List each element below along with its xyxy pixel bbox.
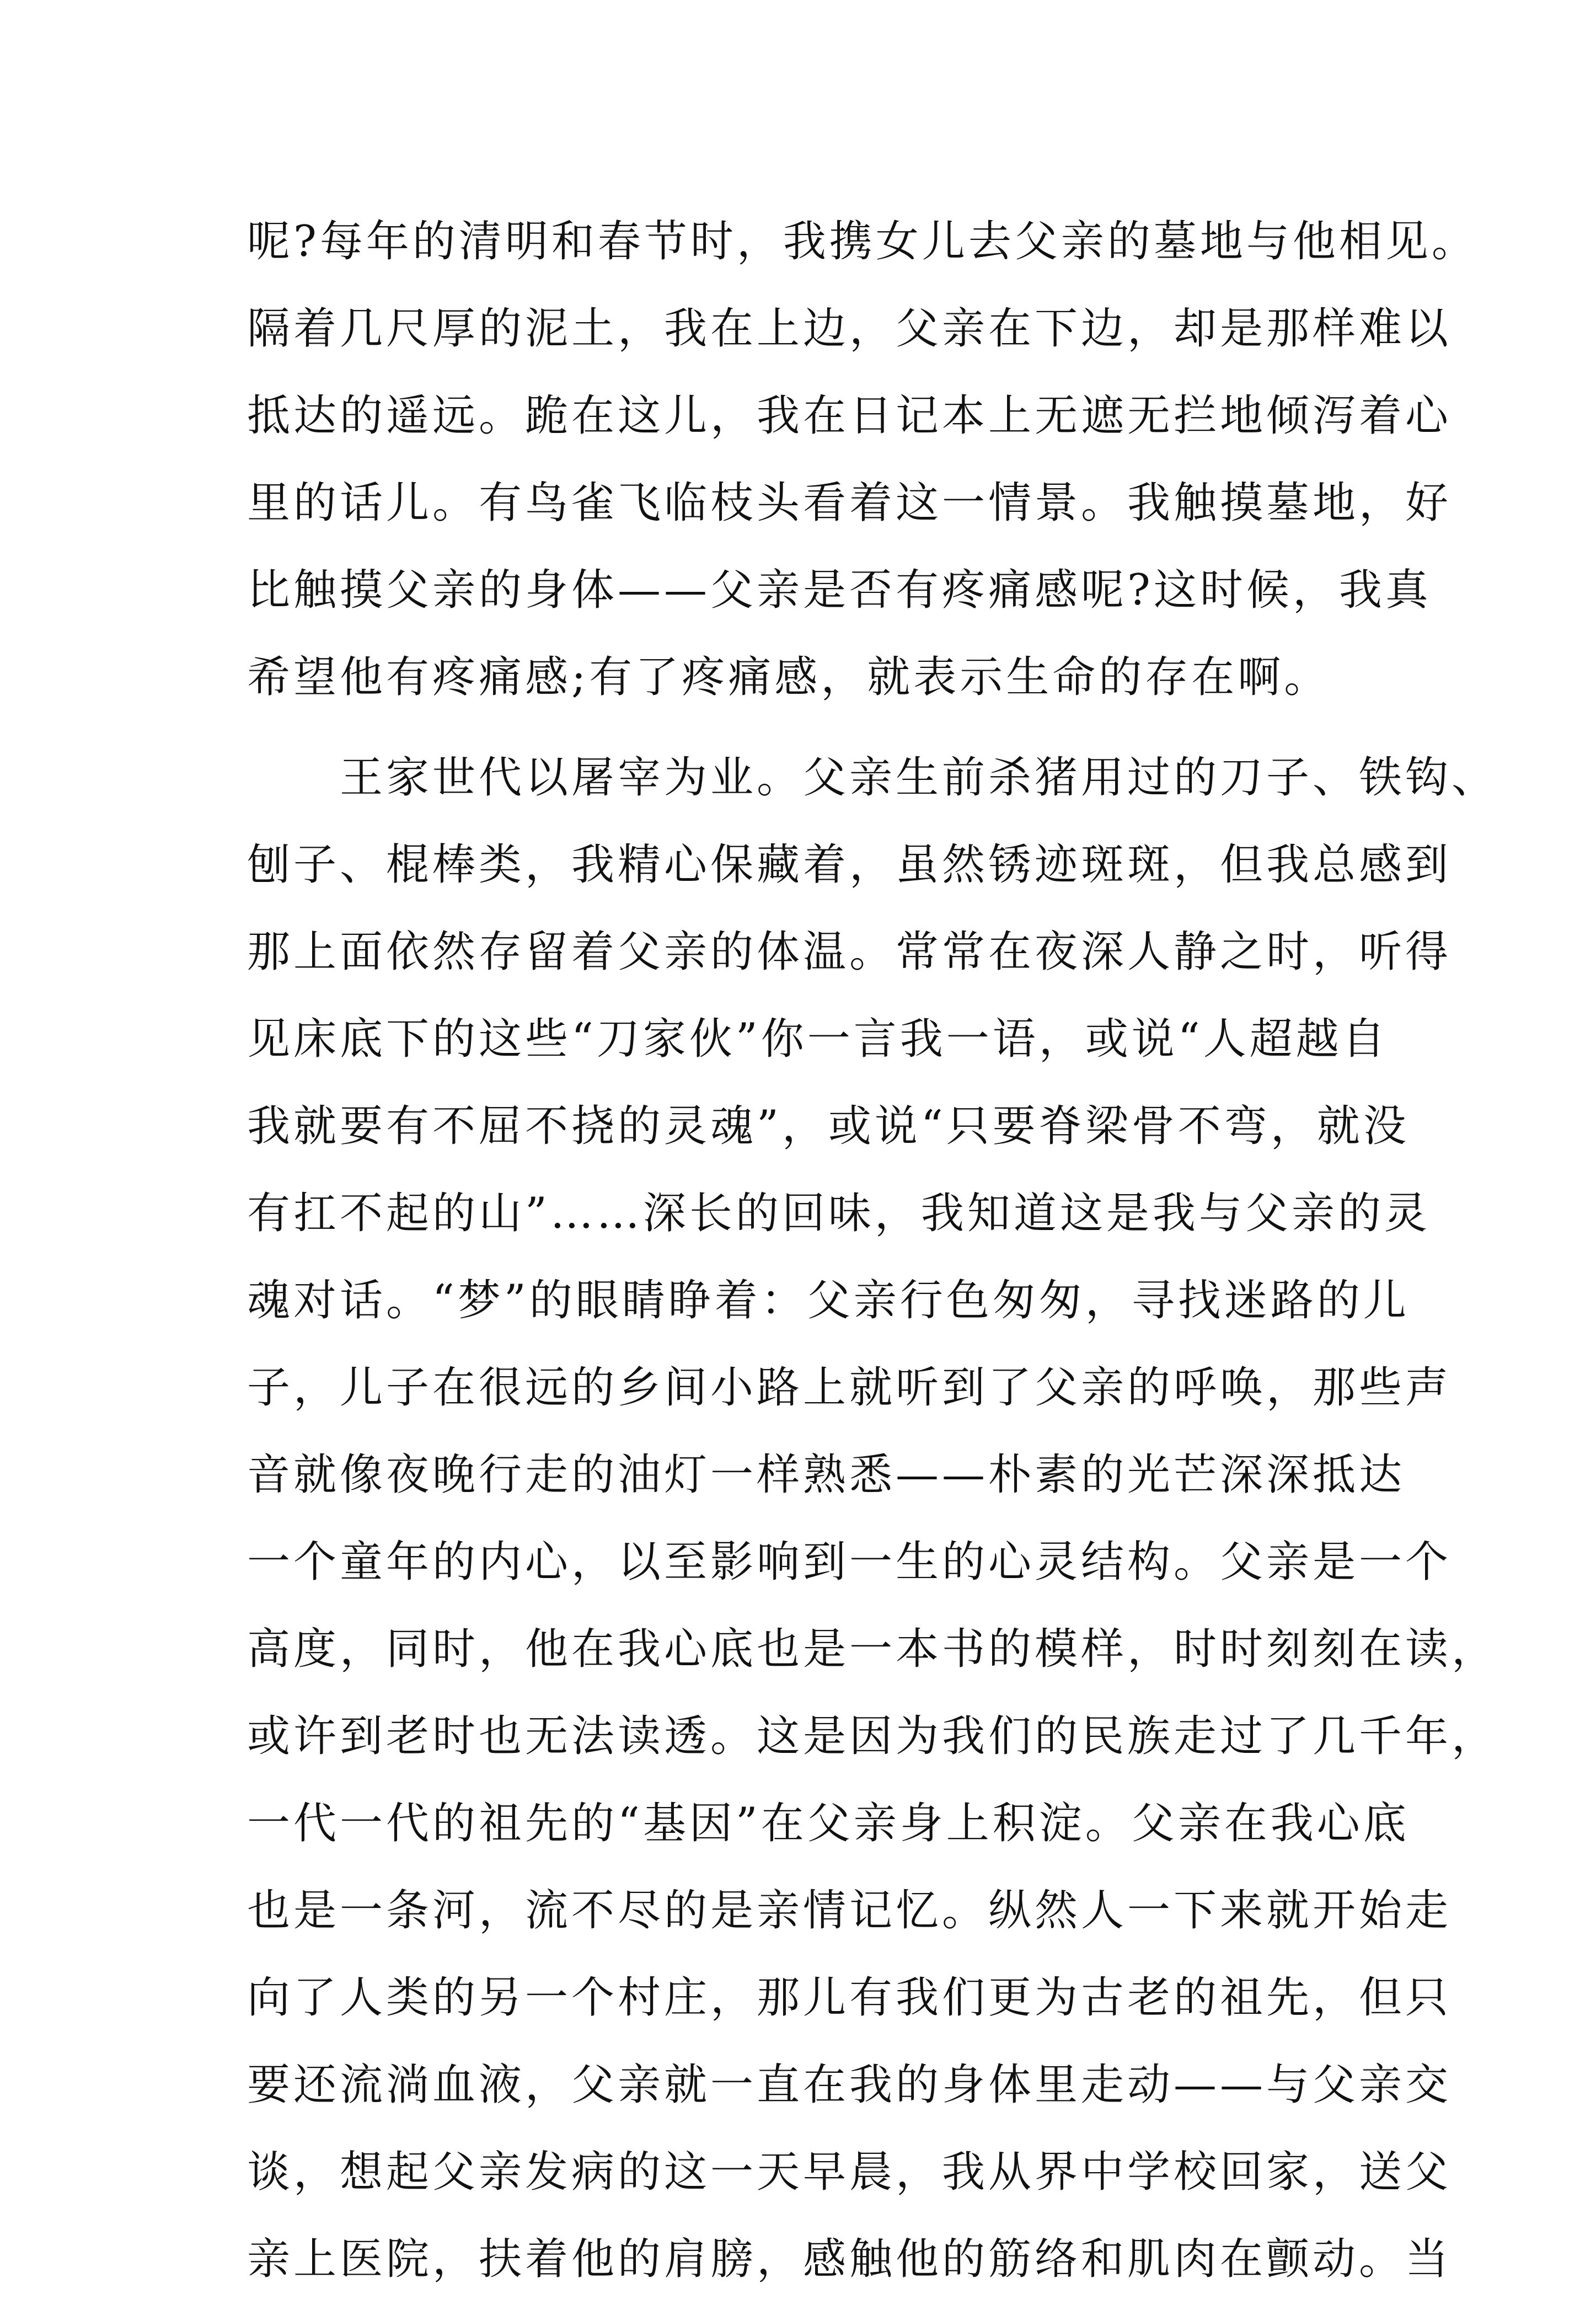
text-line: 抵达的遥远。跪在这儿，我在日记本上无遮无拦地倾泻着心 [247, 391, 1452, 441]
text-line: 向了人类的另一个村庄，那儿有我们更为古老的祖先，但只 [247, 1973, 1452, 2023]
text-line: 亲上医院，扶着他的肩膀，感触他的筋络和肌肉在颤动。当 [247, 2234, 1452, 2284]
text-line: 希望他有疼痛感;有了疼痛感，就表示生命的存在啊。 [247, 653, 1331, 702]
text-line: 比触摸父亲的身体——父亲是否有疼痛感呢?这时候，我真 [247, 565, 1432, 615]
paragraph-2 [247, 741, 1498, 2310]
text-line: 里的话儿。有鸟雀飞临枝头看着这一情景。我触摸墓地，好 [247, 478, 1452, 528]
body-text [247, 205, 1498, 2310]
text-line: 有扛不起的山”……深长的回味，我知道这是我与父亲的灵 [247, 1189, 1431, 1238]
text-line: 或许到老时也无法读透。这是因为我们的民族走过了几千年， [247, 1712, 1498, 1761]
text-line: 一个童年的内心，以至影响到一生的心灵结构。父亲是一个 [247, 1537, 1452, 1587]
text-line: 高度，同时，他在我心底也是一本书的模样，时时刻刻在读， [247, 1624, 1498, 1674]
text-line: 隔着几尺厚的泥土，我在上边，父亲在下边，却是那样难以 [247, 304, 1452, 354]
text-line: 子，儿子在很远的乡间小路上就听到了父亲的呼唤，那些声 [247, 1363, 1452, 1413]
text-line: 见床底下的这些“刀家伙”你一言我一语，或说“人超越自 [247, 1014, 1389, 1064]
paragraph-1 [247, 205, 1478, 728]
text-line: 也是一条河，流不尽的是亲情记忆。纵然人一下来就开始走 [247, 1886, 1452, 1935]
text-line: 那上面依然存留着父亲的体温。常常在夜深人静之时，听得 [247, 927, 1452, 977]
text-line: 谈，想起父亲发病的这一天早晨，我从界中学校回家，送父 [247, 2147, 1452, 2197]
text-line: 一代一代的祖先的“基因”在父亲身上积淀。父亲在我心底 [247, 1799, 1410, 1848]
text-line: 要还流淌血液，父亲就一直在我的身体里走动——与父亲交 [247, 2060, 1452, 2110]
text-line: 刨子、棍棒类，我精心保藏着，虽然锈迹斑斑，但我总感到 [247, 840, 1452, 890]
text-line: 音就像夜晚行走的油灯一样熟悉——朴素的光芒深深抵达 [247, 1450, 1406, 1500]
text-line: 魂对话。“梦”的眼睛睁着：父亲行色匆匆，寻找迷路的儿 [247, 1276, 1410, 1325]
text-line: 呢?每年的清明和春节时，我携女儿去父亲的墓地与他相见。 [247, 217, 1478, 266]
paragraph-gap [247, 728, 1383, 741]
text-line: 王家世代以屠宰为业。父亲生前杀猪用过的刀子、铁钩、 [247, 753, 1498, 803]
text-line: 我就要有不屈不挠的灵魂”，或说“只要脊梁骨不弯，就没 [247, 1101, 1410, 1151]
